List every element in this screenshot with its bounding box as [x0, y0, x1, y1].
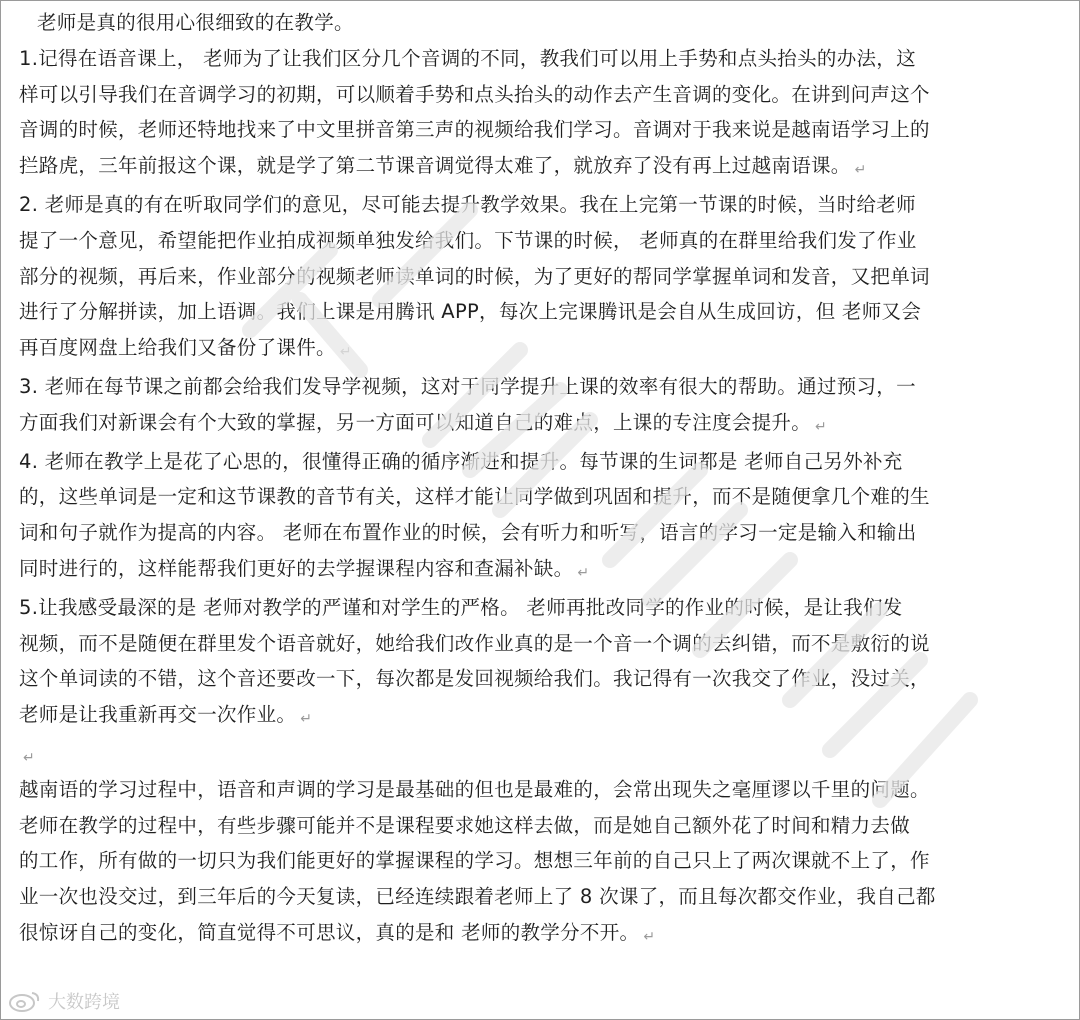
document-line: [19, 697, 1069, 736]
line-text: 同时进行的，这样能帮我们更好的去学握课程内容和查漏补缺。: [19, 556, 574, 580]
line-text: 2. 老师是真的有在听取同学们的意见，尽可能去提升教学效果。我在上完第一节课的时候，当时给老师: [19, 192, 916, 216]
document-body[interactable]: [19, 5, 1069, 954]
paragraph-mark-icon: ↵: [643, 928, 656, 945]
line-text: 方面我们对新课会有个大致的掌握，另一方面可以知道自己的难点，上课的专注度会提升。: [19, 410, 812, 434]
document-line: [19, 736, 1069, 772]
document-line: [19, 808, 1069, 844]
line-text: 样可以引导我们在音调学习的初期，可以顺着手势和点头抬头的动作去产生音调的变化。在讲到问声这个: [19, 82, 930, 106]
paragraph-mark-icon: ↵: [854, 162, 867, 179]
line-text: 拦路虎，三年前报这个课，就是学了第二节课音调觉得太难了，就放弃了没有再上过越南语课。: [19, 154, 851, 178]
line-text: 的，这些单词是一定和这节课教的音节有关，这样才能让同学做到巩固和提升，而不是随便拿几个难的生: [19, 485, 930, 509]
line-text: 的工作，所有做的一切只为我们能更好的掌握课程的学习。想想三年前的自己只上了两次课就不上了，作: [19, 849, 930, 873]
paragraph-mark-icon: ↵: [577, 564, 590, 581]
line-text: 老师是真的很用心很细致的在教学。: [37, 11, 354, 34]
document-line: [19, 843, 1069, 879]
document-line: [19, 915, 1069, 954]
weibo-logo-icon: [8, 989, 42, 1013]
document-line: [19, 590, 1069, 626]
document-line: [19, 479, 1069, 515]
line-text: 词和句子就作为提高的内容。 老师在布置作业的时候，会有听力和听写，语言的学习一定是输入和输出: [19, 521, 917, 545]
document-line: [19, 187, 1069, 223]
line-text: 提了一个意见，希望能把作业拍成视频单独发给我们。下节课的时候， 老师真的在群里给我们发了作业: [19, 228, 917, 252]
line-text: 越南语的学习过程中，语音和声调的学习是最基础的但也是最难的，会常出现失之毫厘谬以千里的问题。: [19, 777, 930, 801]
line-text: 视频，而不是随便在群里发个语音就好，她给我们改作业真的是一个音一个调的去纠错，而不是敷衍的说: [19, 631, 930, 655]
paragraph-mark-icon: ↵: [23, 749, 36, 766]
document-line: [19, 259, 1069, 295]
line-text: 老师在教学的过程中，有些步骤可能并不是课程要求她这样去做，而是她自己额外花了时间和精力去做: [19, 813, 911, 837]
source-watermark: [8, 988, 120, 1014]
document-line: [19, 515, 1069, 551]
line-text: 很惊讶自己的变化，简直觉得不可思议，真的是和 老师的教学分不开。: [19, 920, 640, 944]
document-line: [19, 223, 1069, 259]
line-text: 1.记得在语音课上， 老师为了让我们区分几个音调的不同，教我们可以用上手势和点头抬头的办法，这: [19, 46, 916, 70]
paragraph-mark-icon: ↵: [339, 344, 352, 361]
line-text: 5.让我感受最深的是 老师对教学的严谨和对学生的严格。 老师再批改同学的作业的时候，是让我们发: [19, 595, 903, 619]
document-line: [19, 879, 1069, 915]
document-line: [19, 112, 1069, 148]
line-text: 4. 老师在教学上是花了心思的，很懂得正确的循序渐进和提升。每节课的生词都是 老师自己另外补充: [19, 449, 903, 473]
document-line: [19, 405, 1069, 444]
line-text: 音调的时候，老师还特地找来了中文里拼音第三声的视频给我们学习。音调对于我来说是越南语学习上的: [19, 118, 930, 142]
line-text: 再百度网盘上给我们又备份了课件。: [19, 336, 336, 360]
document-line: [19, 41, 1069, 77]
document-line: [19, 369, 1069, 405]
document-line: [19, 626, 1069, 662]
line-text: 3. 老师在每节课之前都会给我们发导学视频，这对于同学提升上课的效率有很大的帮助。通过预习，一: [19, 374, 916, 398]
paragraph-mark-icon: ↵: [815, 418, 828, 435]
document-line: [19, 444, 1069, 480]
document-line: [19, 294, 1069, 330]
document-line: [19, 661, 1069, 697]
document-line: [19, 551, 1069, 590]
line-text: 业一次也没交过，到三年后的今天复读，已经连续跟着老师上了 8 次课了，而且每次都交作业，我自己都: [19, 885, 936, 909]
document-line: [19, 148, 1069, 187]
document-line: [19, 772, 1069, 808]
document-line: [19, 330, 1069, 369]
paragraph-mark-icon: ↵: [300, 711, 313, 728]
document-line: [19, 77, 1069, 113]
source-watermark-text: 大数跨境: [48, 992, 120, 1013]
line-text: 进行了分解拼读，加上语调。我们上课是用腾讯 APP，每次上完课腾讯是会自从生成回访，但 老师又会: [19, 300, 922, 324]
line-text: 这个单词读的不错，这个音还要改一下，每次都是发回视频给我们。我记得有一次我交了作业，没过关，: [19, 667, 930, 691]
line-text: 老师是让我重新再交一次作业。: [19, 703, 297, 727]
document-line: [19, 5, 1069, 41]
line-text: 部分的视频，再后来，作业部分的视频老师读单词的时候，为了更好的帮同学掌握单词和发音，又把单词: [19, 264, 930, 288]
